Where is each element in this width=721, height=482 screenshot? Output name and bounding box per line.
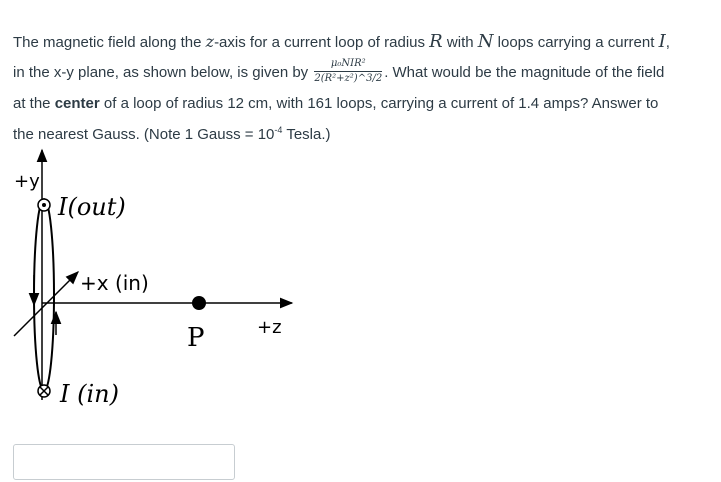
x-axis-label: +x (in)	[80, 271, 149, 295]
question-line-1	[13, 26, 713, 57]
text: ,	[665, 34, 670, 51]
emphasis-center: center	[54, 95, 100, 112]
text: Tesla.)	[282, 126, 331, 143]
answer-input[interactable]	[13, 444, 235, 480]
y-axis-label: +y	[14, 171, 40, 192]
text: with	[442, 34, 478, 51]
current-in-icon	[38, 385, 50, 397]
point-p-marker	[192, 296, 206, 310]
x-axis	[14, 272, 78, 336]
current-out-label: I(out)	[58, 193, 126, 221]
text: of a loop of radius 12 cm, with 161 loops, carrying a current of 1.4 amps? Answer to	[99, 95, 659, 112]
z-axis-label: +z	[257, 317, 282, 338]
formula-numerator: μ₀NIR²	[314, 58, 382, 72]
question-line-3	[13, 88, 713, 119]
text: the nearest Gauss. (Note 1 Gauss = 10	[13, 126, 275, 143]
text: -axis for a current loop of radius	[214, 34, 430, 51]
question-text	[13, 26, 713, 150]
point-p-label: P	[187, 323, 205, 353]
text: The magnetic field along the	[13, 34, 206, 51]
formula-denominator: 2(R²+z²)^3/2	[314, 72, 383, 84]
exponent: -4	[274, 125, 283, 135]
question-line-2	[13, 57, 713, 88]
text: at the	[13, 95, 55, 112]
math-z: z	[205, 32, 215, 51]
math-N: N	[477, 31, 494, 52]
current-out-icon	[38, 199, 50, 211]
current-loop-diagram	[0, 140, 721, 440]
current-in-label: I (in)	[60, 380, 119, 408]
current-loop	[34, 199, 54, 391]
math-I: I	[658, 31, 666, 52]
field-formula	[314, 58, 382, 85]
math-R: R	[429, 31, 443, 52]
text: loops carrying a current	[493, 34, 659, 51]
text: .	[384, 64, 389, 81]
text: What would be the magnitude of the field	[388, 64, 665, 81]
text: in the x-y plane, as shown below, is given by	[13, 64, 313, 81]
